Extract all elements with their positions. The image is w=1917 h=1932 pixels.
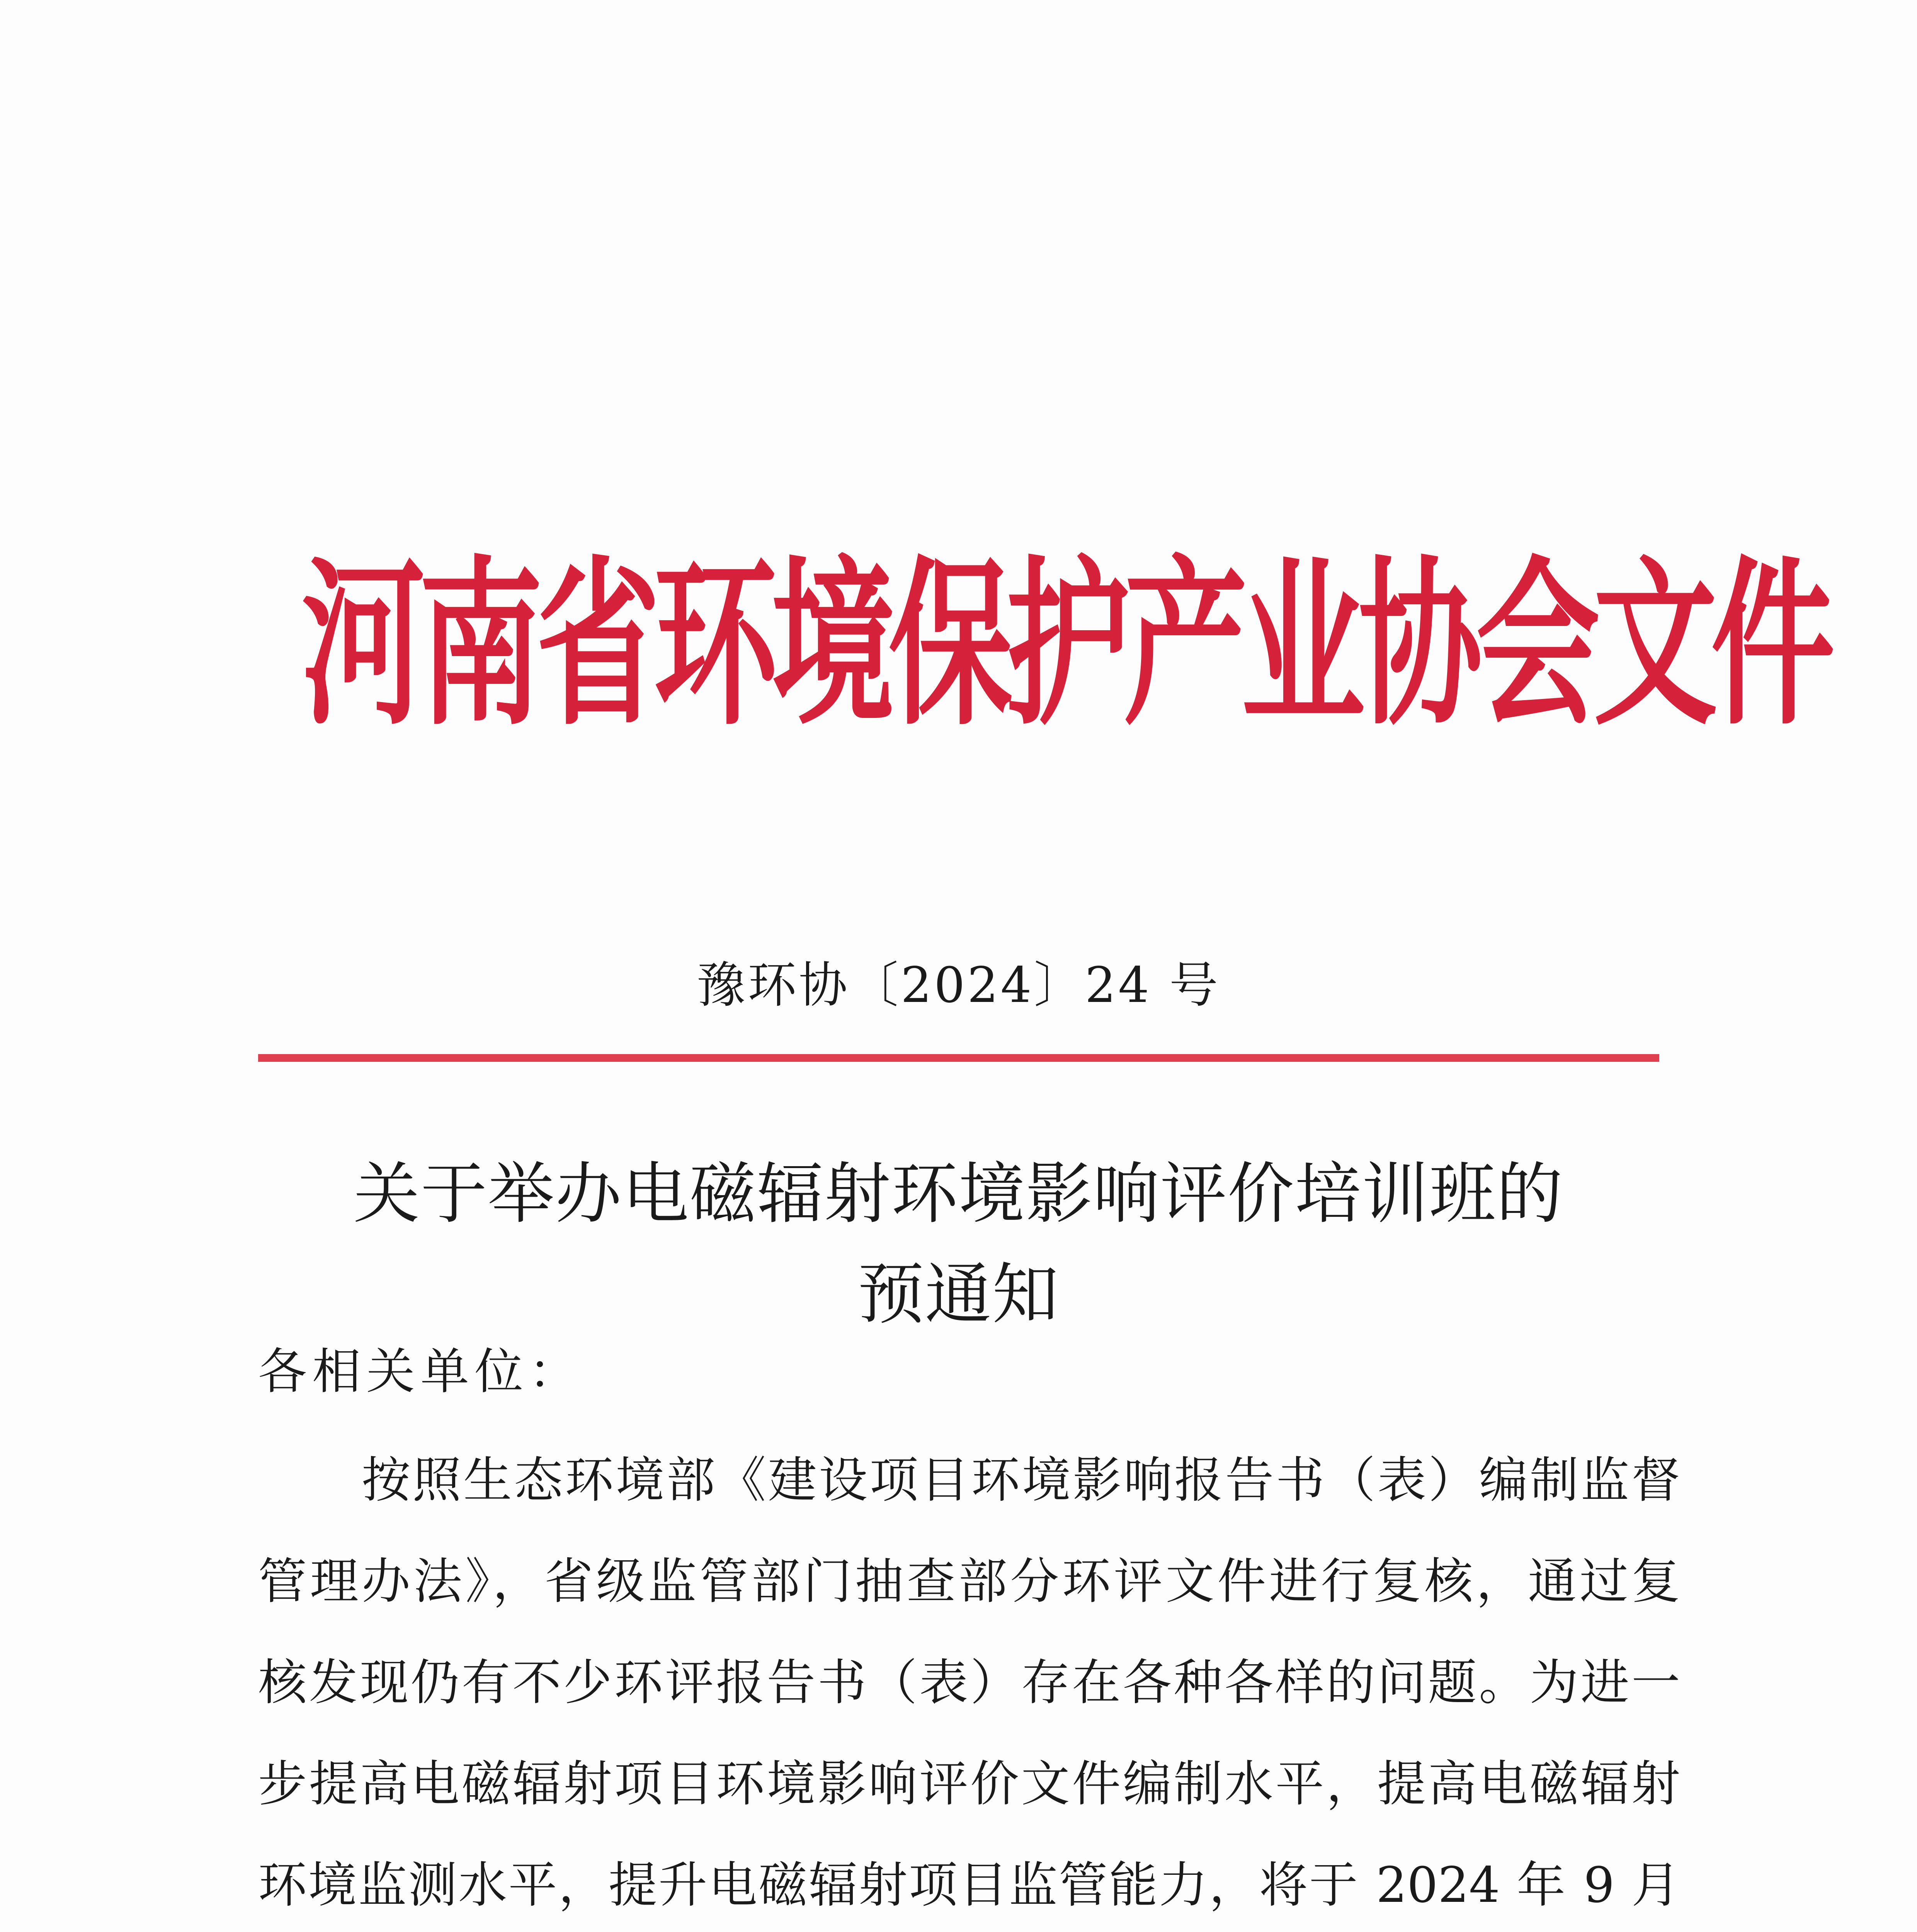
body-line-1: 按照生态环境部《建设项目环境影响报告书（表）编制监督 (362, 1452, 1680, 1509)
body-line-3: 核发现仍有不少环评报告书（表）存在各种各样的问题。为进一 (258, 1654, 1680, 1711)
body-line-2: 管理办法》，省级监管部门抽查部分环评文件进行复核，通过复 (258, 1553, 1680, 1610)
notice-title-line-1: 关于举办电磁辐射环境影响评价培训班的 (353, 1155, 1564, 1233)
org-header-title: 河南省环境保护产业协会文件 (301, 541, 1829, 750)
body-line-4: 步提高电磁辐射项目环境影响评价文件编制水平，提高电磁辐射 (258, 1755, 1680, 1812)
salutation: 各相关单位： (258, 1343, 583, 1400)
notice-title-line-2: 预通知 (857, 1255, 1060, 1333)
body-line-5: 环境监测水平，提升电磁辐射项目监管能力，将于 2024 年 9 月 (258, 1857, 1680, 1913)
red-divider-rule (258, 1054, 1659, 1062)
body-paragraph (258, 1430, 1680, 1932)
notice-title (0, 1144, 1917, 1345)
document-number: 豫环协〔2024〕24 号 (696, 957, 1221, 1014)
